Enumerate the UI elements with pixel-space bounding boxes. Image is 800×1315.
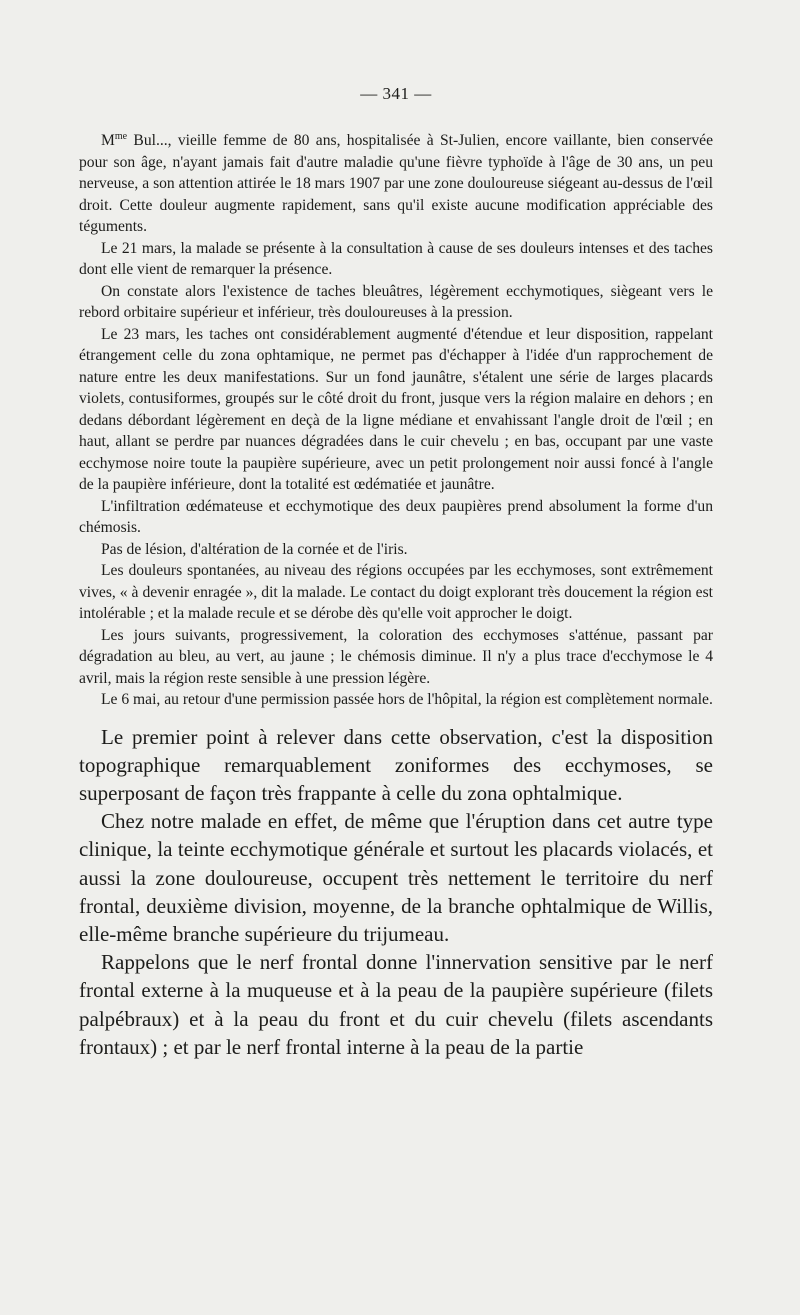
commentary-paragraph-3: Rappelons que le nerf frontal donne l'innervation sensitive par le nerf frontal externe à la muqueuse et à la peau de la paupière supérieure (filets palpébraux) et à la peau du front et du cuir chevelu (filets ascendants frontaux) ; et par le nerf frontal interne à la peau de la partie: [79, 950, 713, 1059]
observation-paragraph-5: L'infiltration œdémateuse et ecchymotique des deux paupières prend absolument la forme d'un chémosis.: [79, 497, 713, 536]
observation-section: [79, 130, 713, 711]
observation-paragraph-4: Le 23 mars, les taches ont considérablement augmenté d'étendue et leur disposition, rappelant étrangement celle du zona ophtamique, ne permet pas d'échapper à l'idée d'un rapprochement de nature entre les deux manifestations. Sur un fond jaunâtre, s'étalent une série de larges placards violets, contusiformes, groupés sur le côté droit du front, jusque vers la région malaire en dehors ; en dedans débordant légèrement en deçà de la ligne médiane et envahissant l'angle droit de l'œil ; en haut, allant se perdre par nuances dégradées dans le cuir chevelu ; en bas, occupant par une vaste ecchymose noire toute la paupière supérieure, avec un petit prolongement noir aussi foncé à l'angle de la paupière inférieure, dont la totalité est œdématiée et jaunâtre.: [79, 325, 713, 493]
title-mme-superscript: me: [114, 130, 128, 142]
observation-paragraph-3: On constate alors l'existence de taches bleuâtres, légèrement ecchymotiques, siègeant vers le rebord orbitaire supérieur et inférieur, très douloureuses à la pression.: [79, 282, 713, 321]
observation-paragraph-1-text: Bul..., vieille femme de 80 ans, hospitalisée à St-Julien, encore vaillante, bien conservée pour son âge, n'ayant jamais fait d'autre maladie qu'une fièvre typhoïde à l'âge de 30 ans, un peu nerveuse, a son attention attirée le 18 mars 1907 par une zone douloureuse siégeant au-dessus de l'œil droit. Cette douleur augmente rapidement, sans qu'il existe aucune modification appréciable des téguments.: [79, 132, 713, 235]
commentary-section: [79, 723, 713, 1061]
page-number: — 341 —: [360, 84, 432, 103]
observation-paragraph-1: [79, 130, 713, 238]
title-mme: M: [101, 132, 115, 149]
observation-paragraph-7: Les douleurs spontanées, au niveau des régions occupées par les ecchymoses, sont extrêmement vives, « à devenir enragée », dit la malade. Le contact du doigt explorant très doucement la région est intolérable ; et la malade recule et se dérobe dès qu'elle voit approcher le doigt.: [79, 562, 713, 622]
observation-paragraph-2: Le 21 mars, la malade se présente à la consultation à cause de ses douleurs intenses et des taches dont elle vient de remarquer la présence.: [79, 239, 713, 278]
commentary-paragraph-2: Chez notre malade en effet, de même que l'éruption dans cet autre type clinique, la teinte ecchymotique générale et surtout les placards violacés, et aussi la zone douloureuse, occupent très nettement le territoire du nerf frontal, deuxième division, moyenne, de la branche ophtalmique de Willis, elle-même branche supérieure du trijumeau.: [79, 809, 713, 946]
commentary-paragraph-1: Le premier point à relever dans cette observation, c'est la disposition topographique remarquablement zoniformes des ecchymoses, se superposant de façon très frappante à celle du zona ophtalmique.: [79, 724, 713, 805]
observation-paragraph-8: Les jours suivants, progressivement, la coloration des ecchymoses s'atténue, passant par dégradation au bleu, au vert, au jaune ; le chémosis diminue. Il n'y a plus trace d'ecchymose le 4 avril, mais la région reste sensible à une pression légère.: [79, 626, 713, 687]
observation-paragraph-6: Pas de lésion, d'altération de la cornée et de l'iris.: [101, 540, 408, 558]
observation-paragraph-9: Le 6 mai, au retour d'une permission passée hors de l'hôpital, la région est complètement normale.: [101, 691, 713, 708]
